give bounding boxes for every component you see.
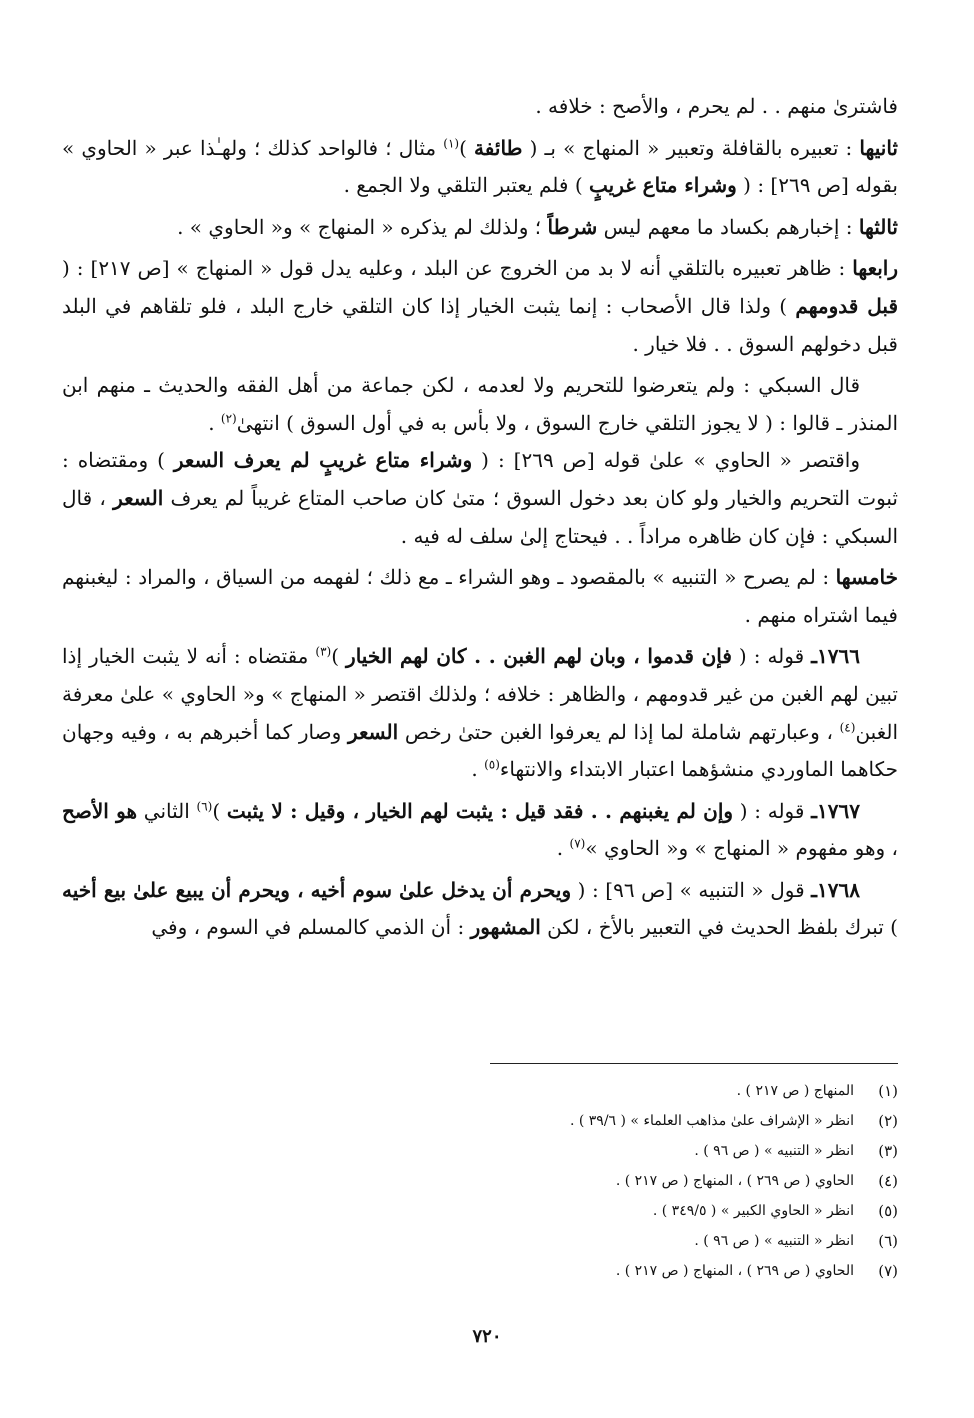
paragraph-1768 — [62, 872, 898, 947]
text-run: وصار كما أخبرهم به ، وفيه وجهان حكاهما الماوردي منشؤهما اعتبار الابتداء والانتهاء — [62, 719, 898, 782]
text-run: ) — [459, 135, 475, 160]
footnote-number: (١) — [878, 1082, 898, 1100]
bold-quote: وشراء متاع غريبٍ لم يعرف السعر — [173, 448, 473, 473]
text-run: . — [471, 757, 485, 782]
footnote-number: (٦) — [878, 1232, 898, 1250]
paragraph-continuation — [62, 88, 898, 126]
paragraph-third-point — [62, 209, 898, 247]
bold-quote: وإن لم يغبنهم . . فقد قيل : يثبت لهم الخيار ، وقيل : لا يثبت — [226, 798, 734, 823]
footnote-item — [198, 1196, 898, 1226]
paragraph-hawi — [62, 442, 898, 555]
text-run: . — [556, 836, 570, 861]
footnote-number: (٥) — [878, 1202, 898, 1220]
bold-word: شرطاً — [547, 214, 598, 239]
footnote-divider — [490, 1063, 898, 1064]
footnote-ref: (٧) — [569, 836, 586, 851]
text-run: فاشترىٰ منهم . . لم يحرم ، والأصح : خلافه . — [535, 94, 898, 118]
text-run: ، قال السبكي : فإن كان ظاهره مراداً . . فيحتاج إلىٰ سلف له فيه . — [62, 485, 898, 548]
text-run: : ظاهر تعبيره بالتلقي أنه لا بد من الخروج عن البلد ، وعليه يدل قول « المنهاج » [ص ٢١٧] : ( — [62, 256, 853, 281]
entry-number: ١٧٦٦ـ — [811, 644, 860, 669]
footnote-item — [198, 1166, 898, 1196]
paragraph-1766 — [62, 638, 898, 788]
main-text — [62, 88, 898, 947]
text-run: ) ومقتضاه : ثبوت التحريم والخيار ولو كان بعد دخول السوق ؛ متىٰ كان صاحب المتاع غريباً لم يعرف — [62, 448, 898, 510]
heading-word: ثالثها — [858, 214, 898, 239]
footnote-number: (٧) — [878, 1262, 898, 1280]
heading-word: رابعها — [852, 256, 898, 281]
text-run: ) ولذا قال الأصحاب : إنما يثبت الخيار إذا كان التلقي خارج البلد ، فلو تلقاهم في البلد قبل دخولهم السوق . . فلا خيار . — [62, 293, 898, 356]
footnote-text: انظر « التنبيه » ( ص ٩٦ ) . — [694, 1233, 854, 1249]
text-run: قوله : ( — [731, 644, 812, 669]
footnote-ref: (٦) — [196, 799, 213, 814]
page-number: ٧٢٠ — [472, 1326, 502, 1347]
footnote-ref: (٣) — [315, 644, 332, 659]
footnote-text: انظر « الحاوي الكبير » ( ٣٤٩/٥ ) . — [652, 1203, 854, 1219]
text-run: ، وعبارتهم شاملة لما إذا لم يعرفوا الغبن حتىٰ رخص — [398, 719, 840, 744]
text-run: واقتصر « الحاوي » علىٰ قوله [ص ٢٦٩] : ( — [472, 448, 860, 473]
footnote-item — [198, 1076, 898, 1106]
text-run: ، وهو مفهوم « المنهاج » و« الحاوي » — [585, 836, 898, 861]
footnote-number: (٢) — [878, 1112, 898, 1130]
text-run: . — [208, 410, 221, 435]
footnote-number: (٣) — [878, 1142, 898, 1160]
footnote-number: (٤) — [878, 1172, 898, 1190]
footnote-text: انظر « التنبيه » ( ص ٩٦ ) . — [694, 1143, 854, 1159]
bold-quote: قبل قدومهم — [795, 293, 899, 318]
text-run: قوله : ( — [733, 798, 812, 823]
footnote-text: الحاوي ( ص ٢٦٩ ) ، المنهاج ( ص ٢١٧ ) . — [615, 1173, 854, 1189]
text-run: ) — [212, 798, 227, 823]
text-run: مقتضاه : أنه لا يثبت الخيار إذا تبين لهم الغبن من غير قدومهم ، والظاهر : خلافه ؛ ولذلك اقتصر « المنهاج » و« الحاوي » علىٰ معرفة الغبن — [62, 644, 898, 744]
text-run: قال السبكي : ولم يتعرضوا للتحريم ولا لعدمه ، لكن جماعة من أهل الفقه والحديث ـ منهم ابن المنذر ـ قالوا : ( لا يجوز التلقي خارج السوق ، ولا بأس به في أول السوق ) انتهىٰ — [62, 373, 898, 435]
bold-quote: وشراء متاع غريبٍ — [589, 173, 737, 198]
paragraph-second-point — [62, 130, 898, 205]
heading-word: خامسها — [835, 565, 898, 590]
footnote-text: الحاوي ( ص ٢٦٩ ) ، المنهاج ( ص ٢١٧ ) . — [615, 1263, 854, 1279]
text-run: مثال ؛ فالواحد كذلك ؛ ولهـٰذا عبر « الحاوي » بقوله [ص ٢٦٩] : ( — [62, 135, 898, 198]
footnote-ref: (٢) — [220, 411, 237, 426]
bold-quote: طائفة — [474, 135, 523, 160]
heading-word: ثانيها — [859, 135, 898, 160]
text-run: : أن الذمي كالمسلم في السوم ، وفي — [151, 915, 471, 940]
footnotes — [198, 1076, 898, 1286]
text-run: ) — [331, 644, 347, 669]
entry-number: ١٧٦٨ـ — [811, 877, 860, 902]
footnote-text: انظر « الإشراف علىٰ مذاهب العلماء » ( ٣٩/٦ ) . — [569, 1113, 854, 1129]
footnote-ref: (٥) — [484, 757, 500, 772]
bold-word: السعر — [347, 719, 399, 744]
footnote-ref: (٤) — [839, 719, 856, 734]
text-run: ) فلم يعتبر التلقي ولا الجمع . — [343, 173, 589, 198]
text-run: قول « التنبيه » [ص ٩٦] : ( — [571, 877, 812, 902]
text-run: : تعبيره بالقافلة وتعبير « المنهاج » بـ ( — [522, 135, 860, 160]
footnote-item — [198, 1136, 898, 1166]
footnote-item — [198, 1106, 898, 1136]
footnote-text: المنهاج ( ص ٢١٧ ) . — [736, 1083, 854, 1099]
entry-number: ١٧٦٧ـ — [811, 798, 860, 823]
footnote-ref: (١) — [443, 135, 460, 150]
text-run: : إخبارهم بكساد ما معهم ليس — [597, 214, 859, 239]
text-run: ؛ ولذلك لم يذكره « المنهاج » و« الحاوي » . — [177, 214, 548, 239]
paragraph-fourth-point — [62, 250, 898, 363]
text-run: : لم يصرح « التنبيه » بالمقصود ـ وهو الشراء ـ مع ذلك ؛ لفهمه من السياق ، والمراد : ليغبنهم فيما اشتراه منهم . — [62, 565, 898, 627]
paragraph-1767 — [62, 793, 898, 868]
footnote-item — [198, 1256, 898, 1286]
text-run: الثاني — [137, 798, 197, 823]
bold-word: المشهور — [470, 915, 541, 940]
bold-quote: ويحرم أن يدخل علىٰ سوم أخيه ، ويحرم أن يبيع علىٰ بيع أخيه — [62, 877, 572, 902]
bold-word: هو الأصح — [62, 798, 138, 823]
paragraph-subki — [62, 367, 898, 442]
paragraph-fifth-point — [62, 559, 898, 634]
bold-quote: فإن قدموا ، وبان لهم الغبن . . كان لهم الخيار — [346, 644, 732, 669]
footnote-item — [198, 1226, 898, 1256]
bold-word: السعر — [113, 485, 164, 510]
text-run: ) تبرك بلفظ الحديث في التعبير بالأخ ، لكن — [540, 915, 898, 940]
